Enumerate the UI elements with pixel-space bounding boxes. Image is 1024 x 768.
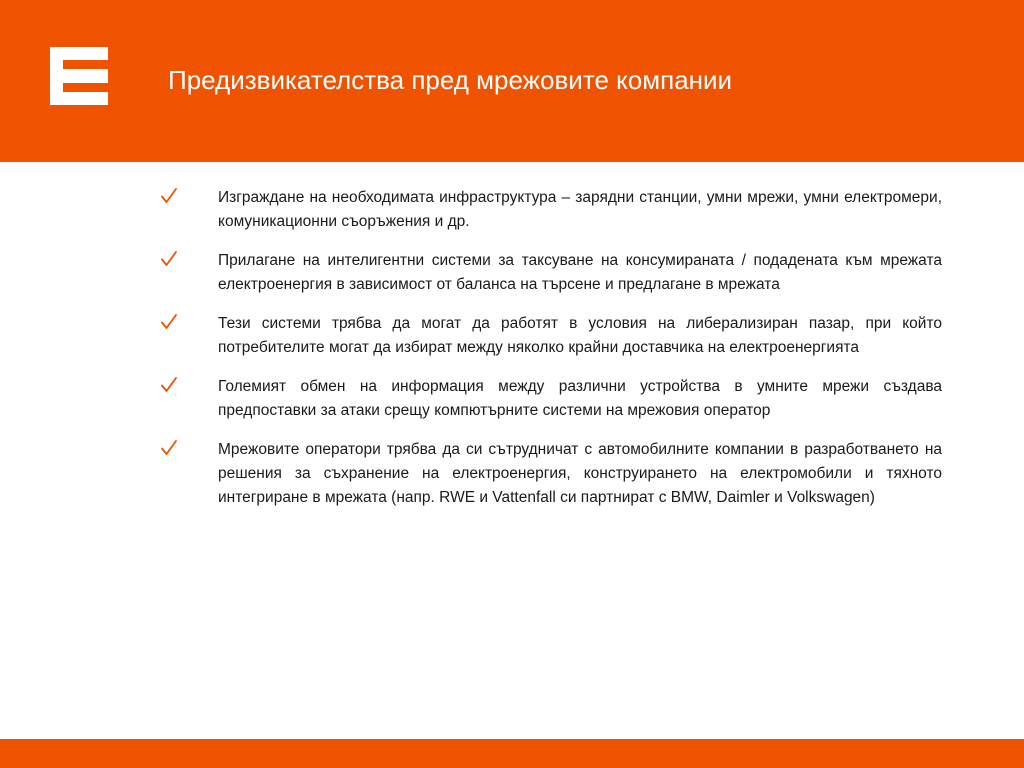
bullet-text: Изграждане на необходимата инфраструктура – зарядни станции, умни мрежи, умни електромери, комуникационни съоръжения и др. xyxy=(218,189,942,230)
list-item xyxy=(160,375,942,423)
list-item xyxy=(160,186,942,234)
bullet-text: Прилагане на интелигентни системи за таксуване на консумираната / подадената към мрежата електроенергия в зависимост от баланса на търсене и предлагане в мрежата xyxy=(218,252,942,293)
slide-title: Предизвикателства пред мрежовите компании xyxy=(168,65,733,95)
checkmark-icon xyxy=(160,250,178,268)
bullet-text: Мрежовите оператори трябва да си сътрудничат с автомобилните компании в разработването на решения за съхранение на електроенергия, конструирането на електромобили и тяхното интегриране в мрежата (напр. RWE и Vattenfall си партнират с BMW, Daimler и Volkswagen) xyxy=(218,441,942,506)
header-band xyxy=(0,0,1024,162)
bullet-text: Големият обмен на информация между различни устройства в умните мрежи създава предпоставки за атаки срещу компютърните системи на мрежовия оператор xyxy=(218,378,942,419)
list-item xyxy=(160,312,942,360)
bullet-text: Тези системи трябва да могат да работят в условия на либерализиран пазар, при който потребителите могат да избират между няколко крайни доставчика на електроенергията xyxy=(218,315,942,356)
bullet-list xyxy=(160,186,942,525)
list-item xyxy=(160,438,942,510)
checkmark-icon xyxy=(160,313,178,331)
checkmark-icon xyxy=(160,187,178,205)
cez-logo-icon xyxy=(50,47,108,105)
footer-band xyxy=(0,739,1024,768)
checkmark-icon xyxy=(160,439,178,457)
list-item xyxy=(160,249,942,297)
checkmark-icon xyxy=(160,376,178,394)
